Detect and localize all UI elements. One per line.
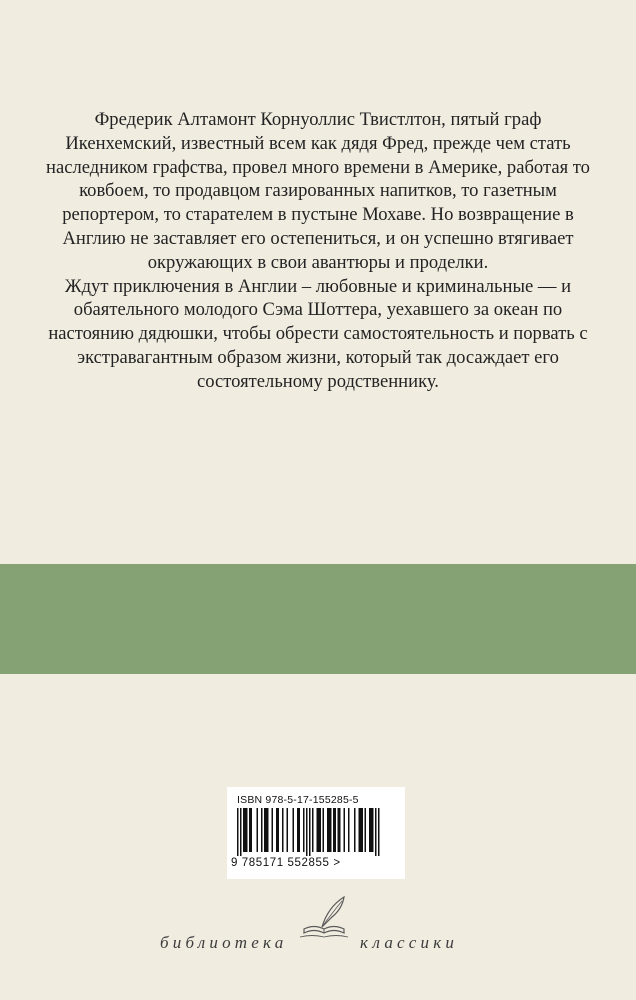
barcode-bar (261, 808, 263, 852)
barcode-bar (369, 808, 371, 852)
barcode-digits: 9 785171 552855 > (231, 857, 341, 869)
barcode-bar (297, 808, 299, 852)
quill-book-icon (298, 893, 350, 941)
barcode-bar (372, 808, 374, 852)
barcode-bar (245, 808, 247, 852)
barcode-bar (317, 808, 319, 852)
barcode-bar (299, 808, 301, 852)
barcode-bar (243, 808, 245, 852)
barcode-bar (365, 808, 367, 852)
barcode-bar (264, 808, 266, 852)
barcode-bar (267, 808, 269, 852)
barcode-bar (309, 808, 311, 856)
barcode-bar (312, 808, 314, 852)
barcode-bar (360, 808, 362, 852)
barcode-panel (227, 787, 405, 879)
barcode-bar (329, 808, 331, 852)
barcode-bar (257, 808, 259, 852)
barcode-bar (251, 808, 253, 852)
barcode-bar (246, 808, 248, 852)
barcode-bar (354, 808, 356, 852)
barcode-bar (333, 808, 335, 852)
series-word-classics: классики (360, 933, 459, 952)
barcode-bar (276, 808, 278, 852)
barcode-bar (237, 808, 239, 856)
barcode-bar (327, 808, 329, 852)
blurb-paragraph-1: Фредерик Алтамонт Корнуоллис Твистлтон, пятый граф Икенхемский, известный всем как дядя Фред, прежде чем стать наследником графства, провел много времени в Америке, работая то ковбоем, то продавцом газированных напитков, то газетным репортером, то старателем в пустыне Мохаве. Но возвращение в Англию не заставляет его остепениться, и он успешно втягивает окружающих в свои авантюры и проделки. (46, 109, 590, 273)
barcode-bar (249, 808, 251, 852)
barcode-bar (344, 808, 346, 852)
barcode-bar (330, 808, 332, 852)
barcode-bar (278, 808, 280, 852)
barcode-bar (359, 808, 361, 852)
barcode-bar (323, 808, 325, 852)
barcode-bar (303, 808, 305, 852)
barcode-bar (335, 808, 337, 852)
barcode-bar (339, 808, 341, 852)
barcode-bar (338, 808, 340, 852)
barcode-bar (348, 808, 350, 852)
barcode-bar (272, 808, 274, 852)
barcode-bar (362, 808, 364, 852)
barcode-bar (306, 808, 308, 856)
blurb-paragraph-2: Ждут приключения в Англии – любовные и криминальные — и обаятельного молодого Сэма Шоттера, уехавшего за океан по настоянию дядюшки, чтобы обрести самостоятельность и порвать с экстравагантным образом жизни, который так досаждает его состоятельному родственнику. (48, 275, 588, 392)
barcode-bar (320, 808, 322, 852)
barcode-bar (266, 808, 268, 852)
barcode-bar (371, 808, 373, 852)
barcode-bar (240, 808, 242, 856)
barcode-bar (378, 808, 380, 856)
barcode-bar (282, 808, 284, 852)
barcode-bars (237, 808, 395, 856)
green-stripe (0, 564, 636, 674)
barcode-bar (375, 808, 377, 856)
isbn-label: ISBN 978-5-17-155285-5 (237, 794, 359, 806)
barcode-bar (293, 808, 295, 852)
series-word-library: библиотека (160, 933, 288, 952)
book-blurb (38, 108, 598, 394)
barcode-bar (318, 808, 320, 852)
barcode-bar (287, 808, 289, 852)
